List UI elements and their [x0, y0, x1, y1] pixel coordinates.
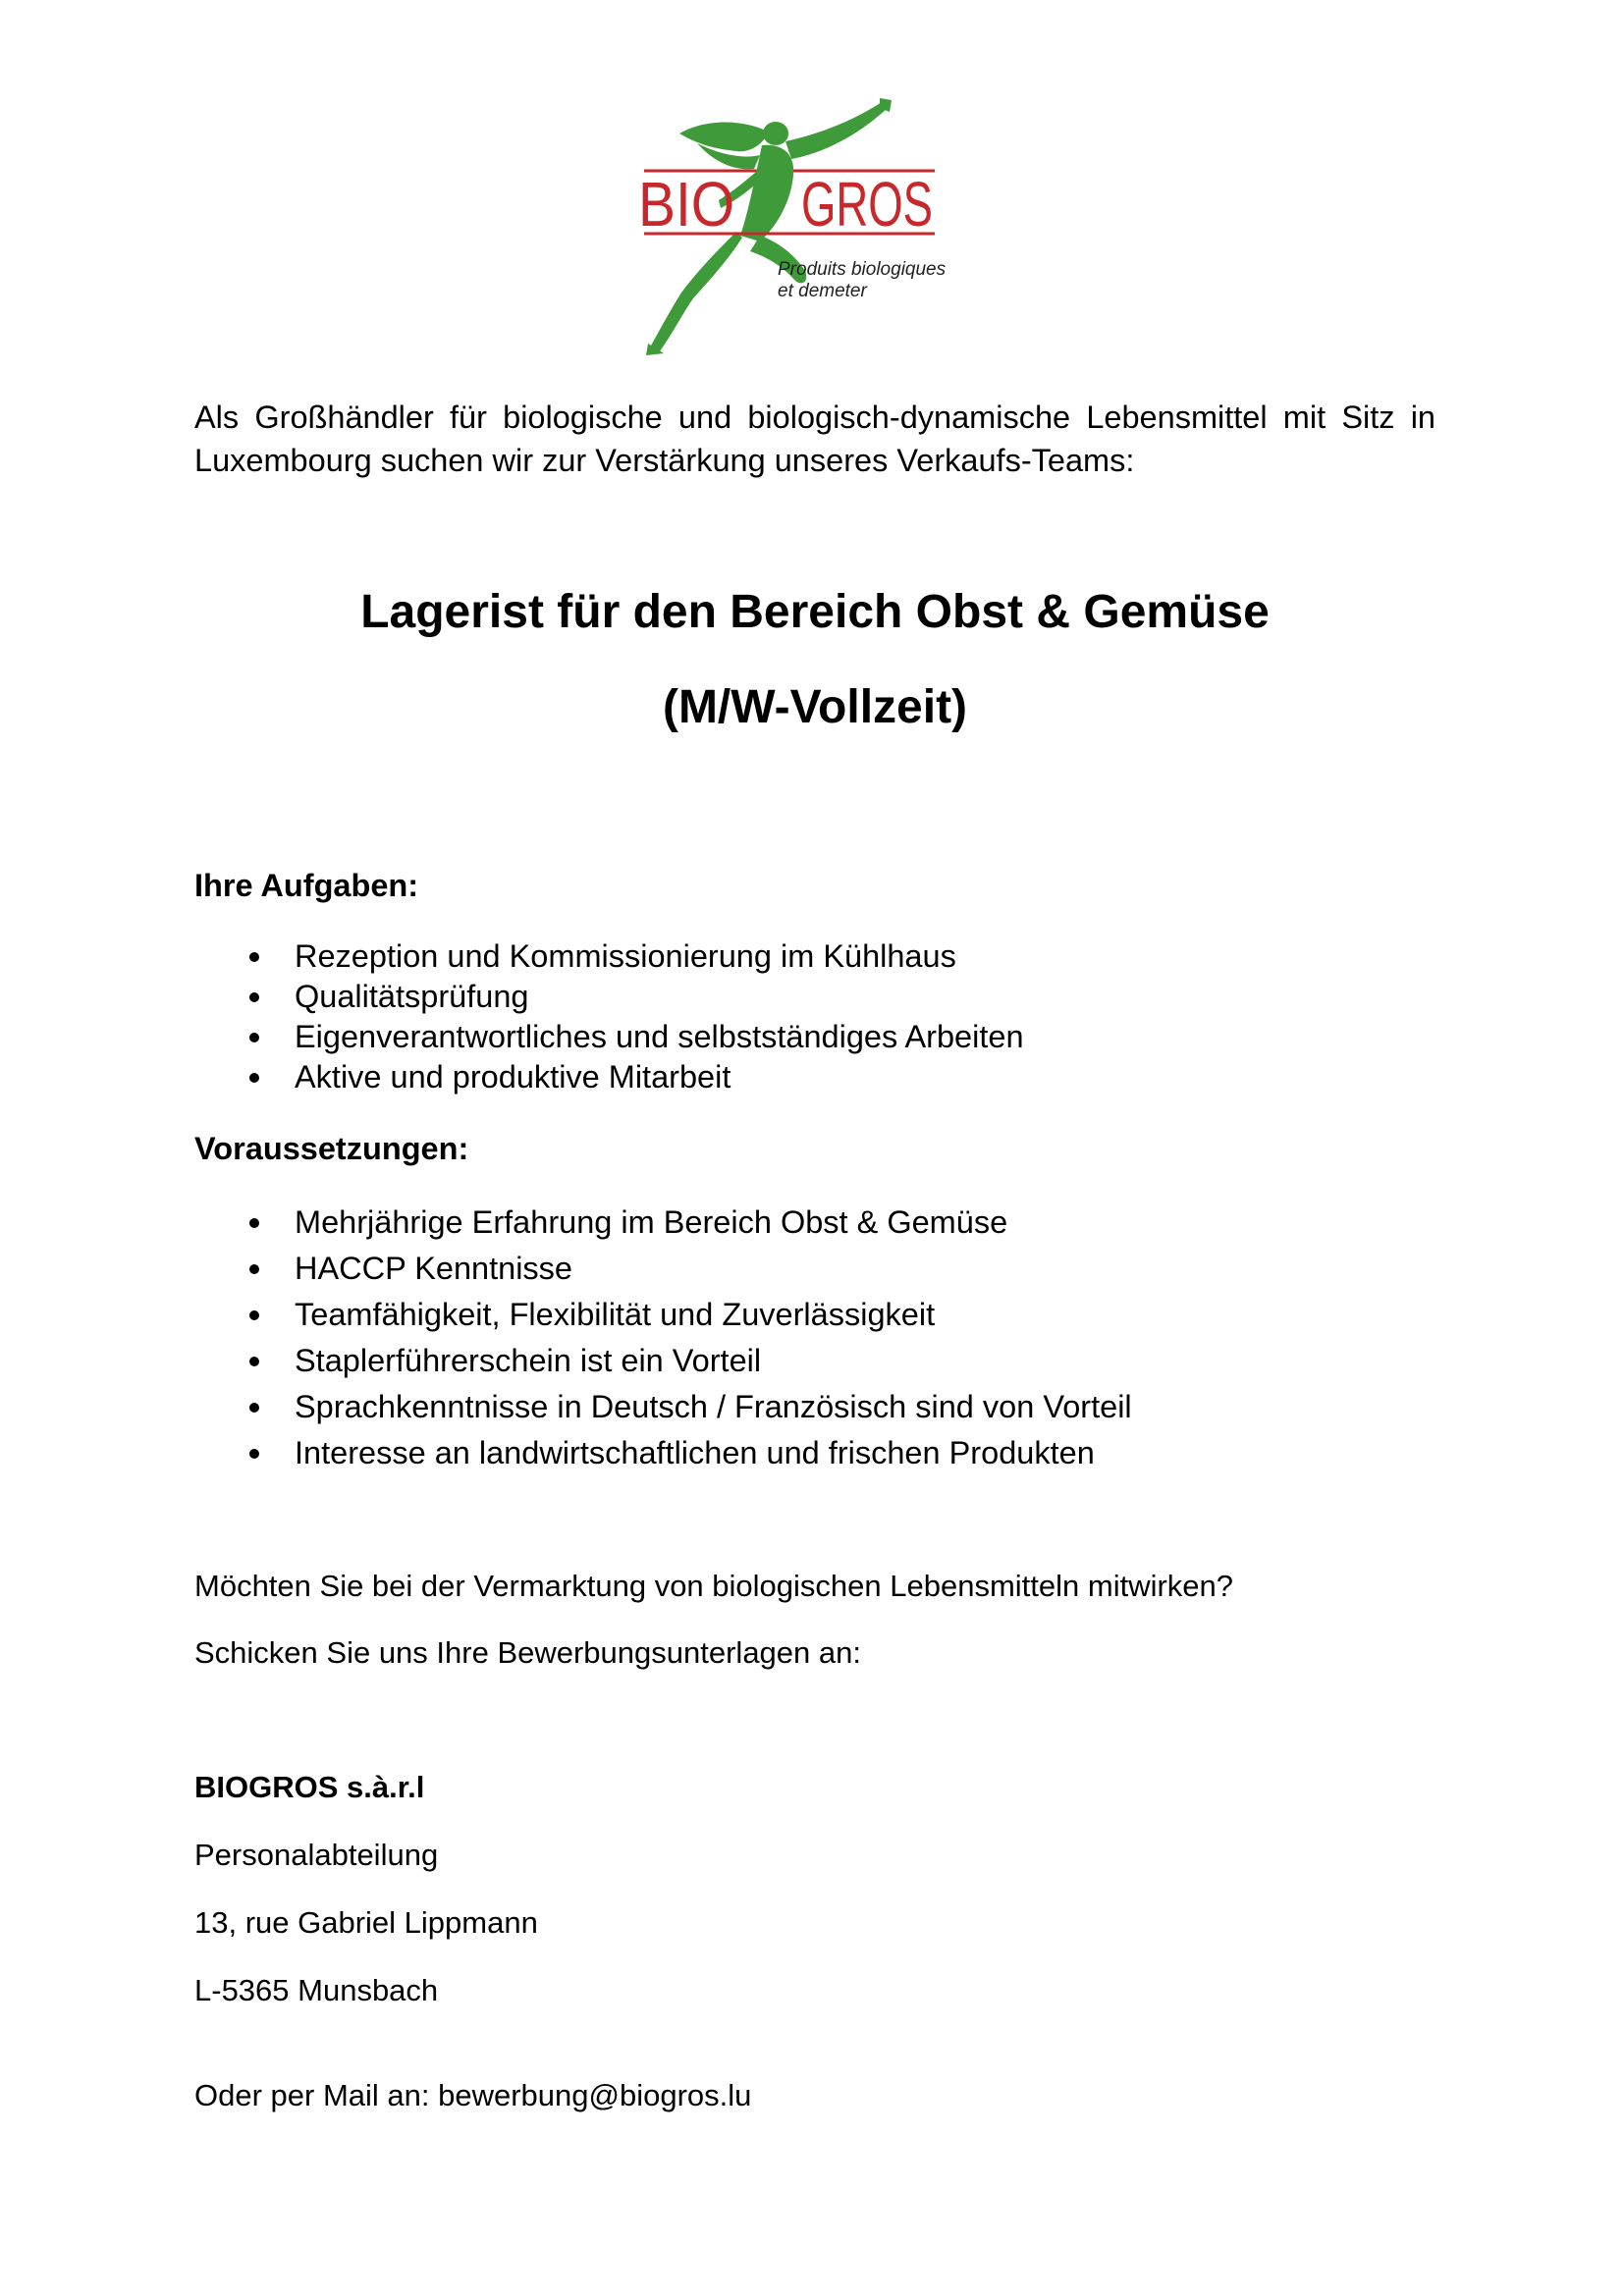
address-city: L-5365 Munsbach — [194, 1973, 439, 2007]
job-type: (M/W-Vollzeit) — [662, 681, 968, 733]
list-item-text: Staplerführerschein ist ein Vorteil — [295, 1343, 762, 1378]
address-street: 13, rue Gabriel Lippmann — [194, 1905, 538, 1940]
requirements-heading: Voraussetzungen: — [194, 1131, 469, 1166]
list-item-text: Aktive und produktive Mitarbeit — [295, 1059, 731, 1095]
bullet-icon — [249, 1264, 259, 1274]
list-item — [194, 1200, 1435, 1246]
bullet-icon — [249, 1449, 259, 1459]
logo-word-gros: GROS — [801, 169, 933, 240]
logo-word-bio: BIO — [638, 169, 734, 240]
list-item — [194, 1017, 1435, 1057]
list-item-text: Rezeption und Kommissionierung im Kühlhaus — [295, 938, 956, 974]
list-item-text: Sprachkenntnisse in Deutsch / Französisch sind von Vorteil — [295, 1389, 1132, 1424]
list-item-text: Teamfähigkeit, Flexibilität und Zuverlässigkeit — [295, 1297, 936, 1332]
requirements-list — [194, 1200, 1435, 1476]
address-department: Personalabteilung — [194, 1838, 439, 1872]
address-company: BIOGROS s.à.r.l — [194, 1770, 425, 1804]
bullet-icon — [249, 952, 259, 962]
bullet-icon — [249, 1403, 259, 1413]
bullet-icon — [249, 1033, 259, 1042]
list-item — [194, 936, 1435, 977]
list-item-text: Interesse an landwirtschaftlichen und frischen Produkten — [295, 1435, 1095, 1470]
intro-paragraph: Als Großhändler für biologische und biologisch-dynamische Lebensmittel mit Sitz in Luxembourg suchen wir zur Verstärkung unseres Verkaufs-Teams: — [194, 400, 1435, 478]
list-item — [194, 1246, 1435, 1292]
list-item-text: Qualitätsprüfung — [295, 979, 529, 1014]
logo-tagline-line1: Produits biologiques — [778, 259, 947, 280]
closing-send-to: Schicken Sie uns Ihre Bewerbungsunterlagen an: — [194, 1635, 861, 1670]
list-item — [194, 1057, 1435, 1097]
list-item — [194, 1292, 1435, 1338]
list-item — [194, 1430, 1435, 1476]
list-item — [194, 977, 1435, 1017]
application-email-line: Oder per Mail an: bewerbung@biogros.lu — [194, 2078, 752, 2112]
list-item-text: Eigenverantwortliches und selbstständiges Arbeiten — [295, 1019, 1024, 1054]
bullet-icon — [249, 1310, 259, 1320]
bullet-icon — [249, 1073, 259, 1083]
list-item-text: HACCP Kenntnisse — [295, 1251, 573, 1286]
list-item — [194, 1338, 1435, 1384]
bullet-icon — [249, 1218, 259, 1228]
list-item-text: Mehrjährige Erfahrung im Bereich Obst & Gemüse — [295, 1204, 1008, 1240]
tasks-list — [194, 936, 1435, 1097]
job-title: Lagerist für den Bereich Obst & Gemüse — [360, 586, 1270, 638]
tasks-heading: Ihre Aufgaben: — [194, 868, 419, 903]
bullet-icon — [249, 992, 259, 1002]
bullet-icon — [249, 1357, 259, 1366]
biogros-logo — [638, 98, 947, 355]
list-item — [194, 1384, 1435, 1430]
logo-tagline-line2: et demeter — [778, 281, 867, 301]
closing-question: Möchten Sie bei der Vermarktung von biologischen Lebensmitteln mitwirken? — [194, 1569, 1234, 1603]
